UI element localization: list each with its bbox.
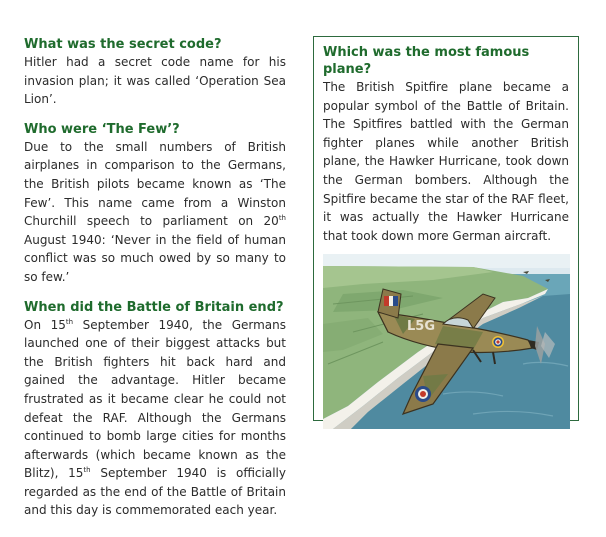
battle-end-heading: When did the Battle of Britain end? xyxy=(24,299,284,315)
secret-code-text: Hitler had a secret code name for his invasion plan; it was called ‘Operation Sea Lion’. xyxy=(24,55,286,107)
battle-end-section xyxy=(24,299,286,521)
famous-plane-heading: Which was the most famous plane? xyxy=(323,45,530,77)
the-few-heading: Who were ‘The Few’? xyxy=(24,121,180,137)
the-few-text: Due to the small numbers of British airplanes in comparison to the Germans, the British pilots became known as ‘The Few’. This name came from a Winston Churchill speech to parliament on 20th August 1940: ‘Never in the field of human conflict was so much owed by so many to so few.’ xyxy=(24,139,286,284)
the-few-section xyxy=(24,121,286,287)
battle-end-text: On 15th September 1940, the Germans launched one of their biggest attacks but the British fighters hit back hard and gained the advantage. Hitler became frustrated as it became clear he could not defeat the RAF. Although the Germans continued to bomb large cities for months afterwards (which became known as the Blitz), 15th September 1940 is officially regarded as the end of the Battle of Britain and this day is commemorated each year. xyxy=(24,317,287,518)
hawker-hurricane-illustration xyxy=(323,254,570,429)
secret-code-heading: What was the secret code? xyxy=(24,37,222,52)
famous-plane-text: The British Spitfire plane became a popular symbol of the Battle of Britain. The Spitfires battled with the German fighter planes while another British plane, the Hawker Hurricane, took down the German bombers. Although the Spitfire became the star of the RAF fleet, it was actually the Hawker Hurricane that took down more German aircraft. xyxy=(323,80,569,243)
secret-code-section xyxy=(24,36,286,109)
plane-code-letters: L5G xyxy=(407,319,435,335)
left-column xyxy=(24,36,286,532)
famous-plane-box xyxy=(313,36,579,421)
